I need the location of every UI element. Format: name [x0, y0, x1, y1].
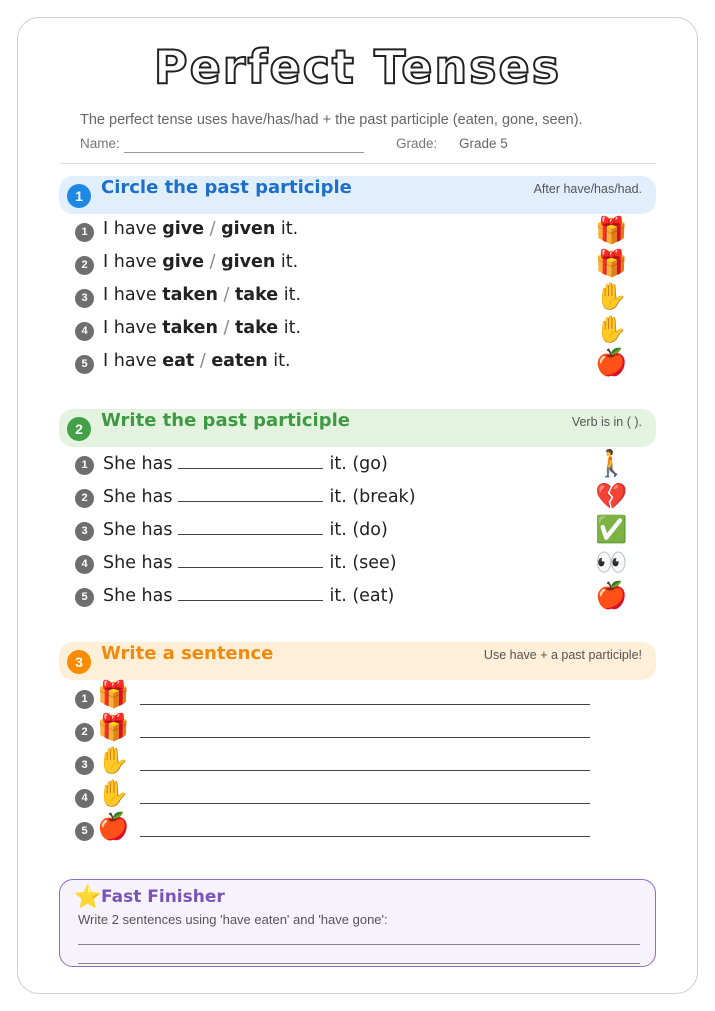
star-icon: ⭐	[74, 885, 102, 910]
grade-label: Grade:	[396, 136, 438, 151]
header-divider	[60, 163, 656, 164]
question-suffix: it. (break)	[329, 487, 416, 507]
question-row	[75, 483, 635, 513]
question-prefix: I have	[103, 351, 163, 371]
question-suffix: it. (eat)	[329, 586, 395, 606]
fast-finisher-box	[59, 879, 656, 967]
question-number: 4	[75, 322, 94, 341]
choice-option-1[interactable]: give	[162, 252, 205, 272]
broken-heart-icon: 💔	[595, 482, 628, 512]
choice-option-1[interactable]: eat	[162, 351, 195, 371]
choice-option-2[interactable]: given	[221, 219, 276, 239]
question-row	[75, 316, 635, 346]
question-text	[103, 318, 301, 338]
person-walking-icon: 🚶	[595, 449, 628, 479]
gift-icon: 🎁	[595, 249, 628, 279]
section-number: 2	[67, 417, 91, 441]
question-prefix: She has	[103, 586, 173, 606]
sentence-row	[75, 746, 635, 780]
question-suffix: it. (go)	[329, 454, 388, 474]
question-row	[75, 549, 635, 579]
worksheet-title: Perfect Tenses	[153, 40, 562, 94]
sentence-answer-line[interactable]	[140, 704, 590, 705]
apple-icon: 🍎	[97, 812, 130, 842]
question-suffix: it.	[278, 318, 302, 338]
question-text	[103, 351, 291, 371]
question-text	[103, 584, 394, 606]
question-suffix: it.	[275, 219, 299, 239]
section-number: 3	[67, 650, 91, 674]
eyes-icon: 👀	[595, 548, 628, 578]
question-row	[75, 450, 635, 480]
question-suffix: it. (do)	[329, 520, 388, 540]
question-prefix: She has	[103, 553, 173, 573]
sentence-answer-line[interactable]	[140, 770, 590, 771]
answer-line[interactable]	[78, 963, 640, 964]
choice-option-2[interactable]: eaten	[211, 351, 268, 371]
question-number: 2	[75, 256, 94, 275]
question-text	[103, 219, 298, 239]
question-row	[75, 516, 635, 546]
question-number: 4	[75, 555, 94, 574]
apple-icon: 🍎	[595, 348, 628, 378]
choice-separator: /	[204, 252, 222, 272]
question-number: 3	[75, 756, 94, 775]
question-number: 3	[75, 522, 94, 541]
section-hint: Use have + a past participle!	[483, 648, 642, 662]
section-hint: After have/has/had.	[533, 182, 642, 196]
question-prefix: I have	[103, 252, 163, 272]
choice-option-2[interactable]: given	[221, 252, 276, 272]
sentence-row	[75, 680, 635, 714]
answer-blank[interactable]	[178, 452, 323, 469]
fast-finisher-instructions: Write 2 sentences using 'have eaten' and 'have gone':	[78, 912, 388, 927]
question-row	[75, 582, 635, 612]
question-prefix: She has	[103, 487, 173, 507]
question-row	[75, 250, 635, 280]
section-1-header	[59, 176, 656, 214]
choice-option-1[interactable]: taken	[162, 285, 218, 305]
name-label: Name:	[80, 136, 120, 151]
section-title: Write a sentence	[101, 643, 274, 664]
grade-value: Grade 5	[459, 136, 508, 151]
choice-option-1[interactable]: taken	[162, 318, 218, 338]
raised-hand-icon: ✋	[595, 282, 628, 312]
gift-icon: 🎁	[595, 216, 628, 246]
question-suffix: it.	[278, 285, 302, 305]
question-number: 1	[75, 456, 94, 475]
question-text	[103, 518, 388, 540]
choice-separator: /	[204, 219, 222, 239]
answer-blank[interactable]	[178, 551, 323, 568]
choice-option-1[interactable]: give	[162, 219, 205, 239]
section-hint: Verb is in ( ).	[571, 415, 642, 429]
choice-option-2[interactable]: take	[234, 318, 279, 338]
sentence-row	[75, 812, 635, 846]
answer-blank[interactable]	[178, 518, 323, 535]
question-number: 3	[75, 289, 94, 308]
raised-hand-icon: ✋	[97, 779, 130, 809]
check-mark-icon: ✅	[595, 515, 628, 545]
question-prefix: She has	[103, 454, 173, 474]
apple-icon: 🍎	[595, 581, 628, 611]
question-row	[75, 349, 635, 379]
question-number: 5	[75, 355, 94, 374]
question-prefix: She has	[103, 520, 173, 540]
raised-hand-icon: ✋	[97, 746, 130, 776]
answer-blank[interactable]	[178, 584, 323, 601]
question-prefix: I have	[103, 318, 163, 338]
question-number: 5	[75, 822, 94, 841]
question-number: 1	[75, 223, 94, 242]
section-title: Circle the past participle	[101, 177, 352, 198]
question-number: 4	[75, 789, 94, 808]
question-number: 5	[75, 588, 94, 607]
question-text	[103, 252, 298, 272]
question-suffix: it.	[275, 252, 299, 272]
section-number: 1	[67, 184, 91, 208]
question-number: 2	[75, 723, 94, 742]
choice-separator: /	[217, 285, 235, 305]
question-prefix: I have	[103, 219, 163, 239]
answer-line[interactable]	[78, 944, 640, 945]
question-text	[103, 285, 301, 305]
choice-separator: /	[217, 318, 235, 338]
question-suffix: it. (see)	[329, 553, 397, 573]
sentence-row	[75, 779, 635, 813]
gift-icon: 🎁	[97, 713, 130, 743]
fast-finisher-title: Fast Finisher	[101, 887, 225, 907]
answer-blank[interactable]	[178, 485, 323, 502]
question-number: 1	[75, 690, 94, 709]
choice-separator: /	[194, 351, 212, 371]
question-text	[103, 551, 397, 573]
sentence-answer-line[interactable]	[140, 836, 590, 837]
question-number: 2	[75, 489, 94, 508]
question-row	[75, 217, 635, 247]
gift-icon: 🎁	[97, 680, 130, 710]
question-text	[103, 452, 388, 474]
sentence-row	[75, 713, 635, 747]
question-suffix: it.	[267, 351, 291, 371]
raised-hand-icon: ✋	[595, 315, 628, 345]
choice-option-2[interactable]: take	[234, 285, 279, 305]
section-3-header	[59, 642, 656, 680]
sentence-answer-line[interactable]	[140, 737, 590, 738]
sentence-answer-line[interactable]	[140, 803, 590, 804]
question-text	[103, 485, 416, 507]
section-title: Write the past participle	[101, 410, 350, 431]
section-2-header	[59, 409, 656, 447]
name-input-line[interactable]	[124, 152, 364, 153]
subtitle-text: The perfect tense uses have/has/had + the past participle (eaten, gone, seen).	[80, 112, 583, 128]
question-row	[75, 283, 635, 313]
question-prefix: I have	[103, 285, 163, 305]
